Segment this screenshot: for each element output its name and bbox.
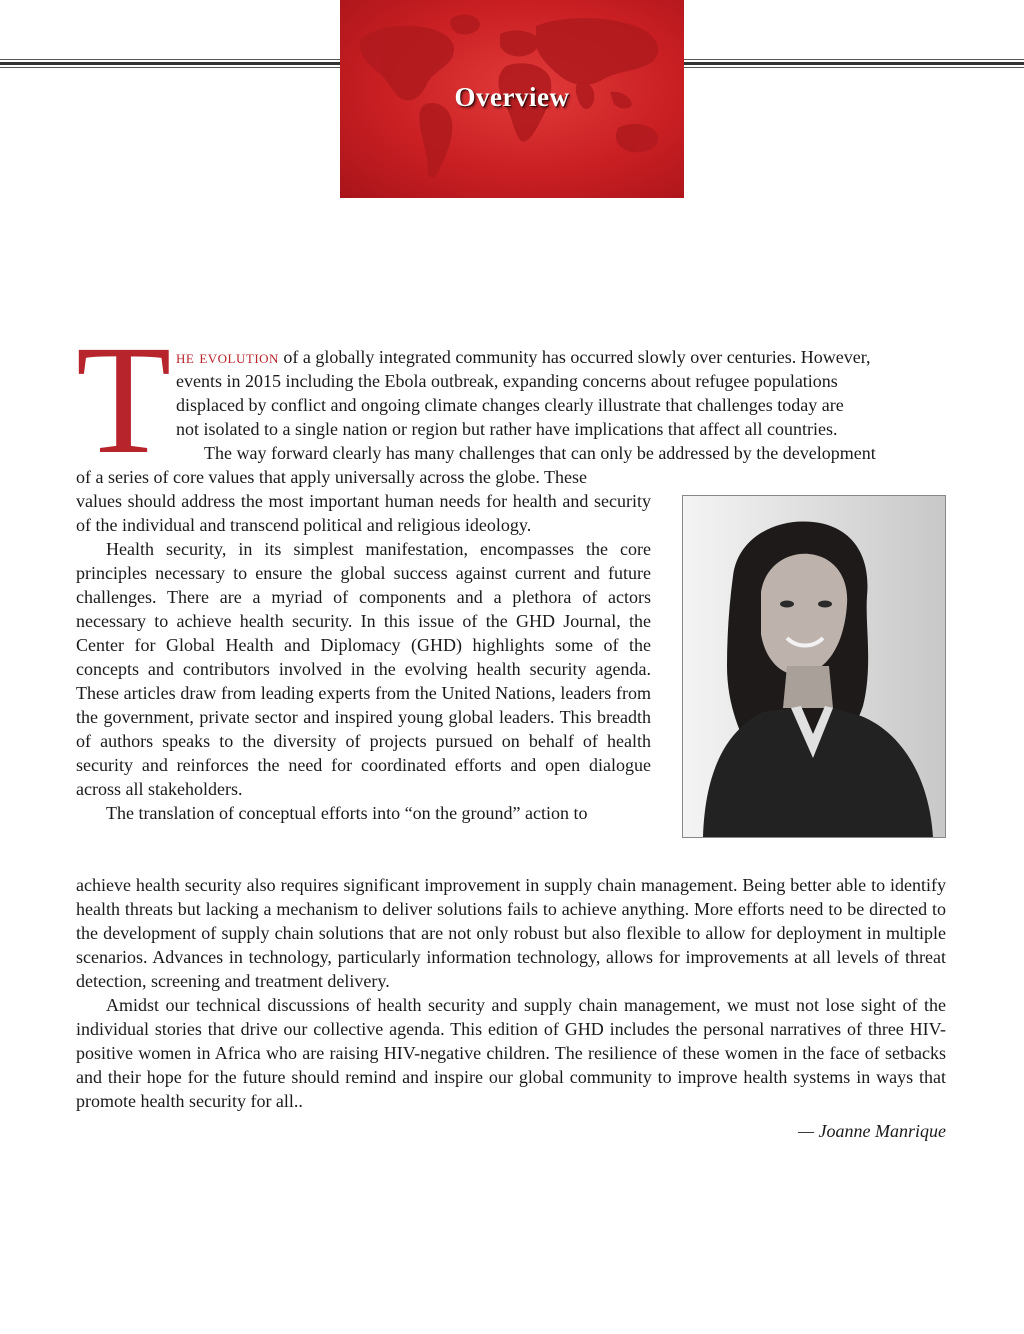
author-portrait xyxy=(682,495,946,838)
portrait-image xyxy=(683,496,945,837)
para2-first-line: The way forward clearly has many challenges that can only be addressed by the development xyxy=(204,443,876,463)
para4-rest: achieve health security also requires significant improvement in supply chain management. Being better able to identify health threats but lacking a mechanism to deliver solutions fails to achieve anything. More efforts need to be directed to the development of supply chain solutions that are not only robust but also flexible to allow for deployment in multiple scenarios. Advances in technology, particularly information technology, allows for improvements at all levels of threat detection, screening and treatment delivery. xyxy=(76,875,946,991)
intro-paragraph xyxy=(176,345,946,441)
para4-continued xyxy=(76,873,946,993)
para4-first-line: The translation of conceptual efforts into “on the ground” action to xyxy=(106,803,588,823)
para2-second-line: of a series of core values that apply universally across the globe. These xyxy=(76,467,587,487)
para5-block xyxy=(76,993,946,1113)
overview-banner xyxy=(340,0,684,198)
intro-line-3: displaced by conflict and ongoing climate changes clearly illustrate that challenges today are xyxy=(176,395,844,415)
lead-smallcaps: he evolution xyxy=(176,347,279,367)
intro-line-2: events in 2015 including the Ebola outbreak, expanding concerns about refugee populations xyxy=(176,371,838,391)
para5: Amidst our technical discussions of health security and supply chain management, we must not lose sight of the individual stories that drive our collective agenda. This edition of GHD includes the personal narratives of three HIV-positive women in Africa who are raising HIV-negative children. The resilience of these women in the face of setbacks and their hope for the future should remind and inspire our global community to improve health systems in ways that promote health security for all.. xyxy=(76,995,946,1111)
page-title: Overview xyxy=(454,82,570,112)
header-rule-right xyxy=(684,56,1024,72)
narrow-column xyxy=(76,489,651,825)
para3: Health security, in its simplest manifestation, encompasses the core principles necessary to ensure the global success against current and future challenges. There are a myriad of components and a plethora of actors necessary to achieve health security. In this issue of the GHD Journal, the Center for Global Health and Diplomacy (GHD) highlights some of the concepts and contributors involved in the evolving health security agenda. These articles draw from leading experts from the United Nations, leaders from the government, private sector and inspired young global leaders. This breadth of authors speaks to the diversity of projects pursued on behalf of health security and reinforces the need for coordinated efforts and open dialogue across all stakeholders. xyxy=(76,539,651,799)
header-rule-left xyxy=(0,56,340,72)
drop-cap: T xyxy=(76,313,172,486)
intro-line-1 xyxy=(176,345,946,369)
intro-line-4: not isolated to a single nation or region but rather have implications that affect all countries. xyxy=(176,419,838,439)
signature: — Joanne Manrique xyxy=(798,1121,946,1141)
para2-rest: values should address the most important human needs for health and security of the individual and transcend political and religious ideology. xyxy=(76,491,651,535)
intro-line-1-text: of a globally integrated community has occurred slowly over centuries. However, xyxy=(278,347,871,367)
